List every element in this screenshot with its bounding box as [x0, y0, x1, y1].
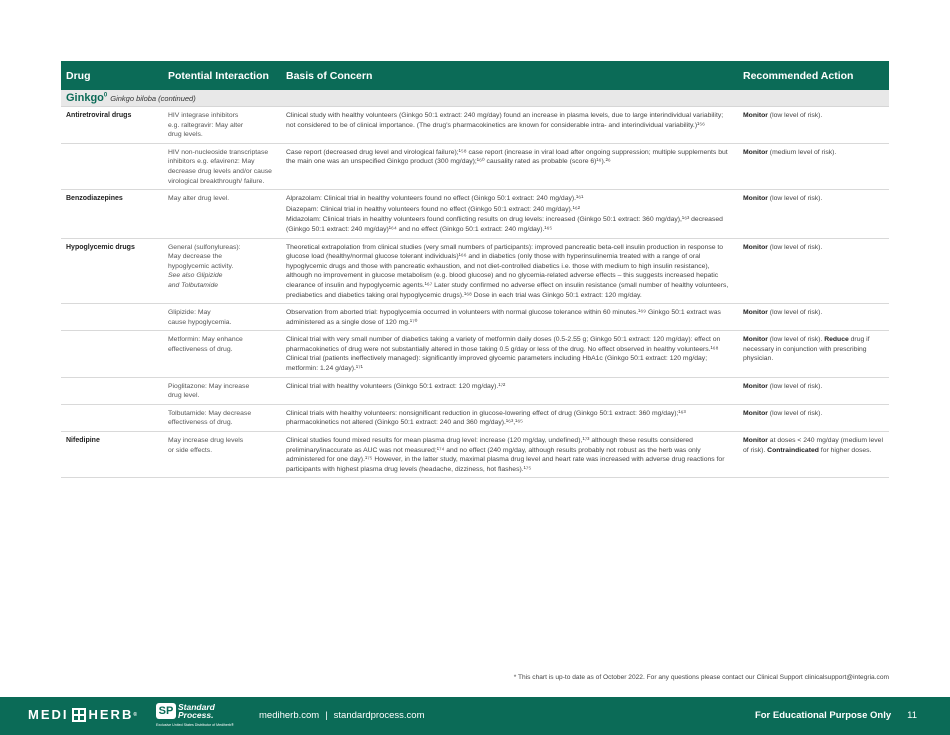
interaction-cell: May alter drug level.: [168, 195, 230, 203]
basis-cell: Clinical studies found mixed results for mean plasma drug level: increase (120 mg/day, undefined),¹⁷³ although these results considered preliminary/inaccurate as AUC was not measured;¹⁷⁴ and no effect (240 mg/day, although results probably not robust as the herb was only administered for one day).¹⁷⁵ However, in the latter study, maximal plasma drug level and heart rate was increased with adverse drug reactions for participants with highest plasma drug levels (headache, dizziness, hot flashes).¹⁷⁵: [286, 437, 725, 473]
drug-cell: [61, 378, 163, 404]
footer-links: mediherb.com | standardprocess.com: [259, 710, 425, 721]
basis-cell: Observation from aborted trial: hypoglycemia occurred in volunteers with normal glucose tolerance within 60 minutes.¹⁶⁹ Ginkgo 50:1 extract was administered as a single dose of 120 mg.¹⁷⁰: [286, 309, 721, 326]
interaction-cell: HIV non-nucleoside transcriptase inhibitors e.g. efavirenz: May decrease drug levels and/or cause virological breakthrough/ failure.: [168, 148, 272, 185]
table-header: [61, 61, 889, 90]
basis-cell: Theoretical extrapolation from clinical studies (very small numbers of participants): improved pancreatic beta-cell insulin production in response to glucose load (healthy/normal glucose tolerant individuals)¹⁶⁶ and in diabetics (only those with hyperinsulinemia treated with a range of oral hypoglycemic drugs and those with pancreatic exhaustion, and not diet-controlled diabetics i.e. those with medium to high insulin resistance), although no improvement in glucose metabolism (e.g. blood glucose) and no glycemia-related adverse effects – this suggests increased hepatic clearance of insulin and hypoglycemic agents.¹⁶⁷ Later study confirmed no adverse effect on insulin resistance (small number of healthy volunteers, prediabetics and diabetics taking oral hypoglycemic drugs).¹⁶⁸ Dose in each trial was Ginkgo 50:1 extract: 120 mg/day.: [286, 243, 729, 299]
action-cell: Monitor (low level of risk).: [743, 409, 823, 417]
table-body: [61, 107, 889, 478]
interaction-cell: General (sulfonylureas): May decrease the hypoglycemic activity. See also Glipizide and Tolbutamide: [168, 243, 241, 289]
action-cell: Monitor at doses < 240 mg/day (medium level of risk). Contraindicated for higher doses.: [743, 437, 883, 454]
basis-cell: Clinical study with healthy volunteers (Ginkgo 50:1 extract: 240 mg/day) found an increase in plasma levels, due to large interindividual variability; not considered to be of clinical importance. (The drug's pharmacokinetics are known for considerable intra- and interindividual variability.)¹⁵⁶: [286, 112, 724, 129]
footer-bar: [0, 697, 950, 735]
table-row: [61, 378, 889, 405]
interaction-table: [61, 61, 889, 478]
interaction-cell: HIV integrase inhibitors e.g. raltegravir: May alter drug levels.: [168, 112, 244, 139]
interaction-cell: Pioglitazone: May increase drug level.: [168, 382, 250, 400]
table-row: [61, 405, 889, 432]
mediherb-logo: MEDI HERB ®: [28, 707, 140, 722]
drug-cell: Benzodiazepines: [66, 195, 123, 203]
basis-cell: Clinical trials with healthy volunteers: nonsignificant reduction in glucose-lowering effect of drug (Ginkgo 50:1 extract: 360 mg/day);¹⁶³ pharmacokinetics not altered (Ginkgo 50:1 extract: 240 and 360 mg/day).¹⁶³,¹⁶⁵: [286, 409, 686, 427]
action-cell: Monitor (low level of risk).: [743, 309, 823, 317]
footnote: * This chart is up-to date as of October 2022. For any questions please contact our Clinical Support clinicalsupport@integria.com: [513, 674, 889, 681]
action-cell: Monitor (low level of risk).: [743, 382, 823, 390]
header-drug: Drug: [66, 69, 91, 82]
section-title: Ginkgo$^0$: [66, 92, 108, 104]
sp-mark-icon: SP: [156, 703, 176, 719]
action-cell: Monitor (low level of risk).: [743, 195, 823, 203]
standard-process-logo: SP Standard Process. Exclusive United States Distributor of Mediherb®: [156, 702, 234, 727]
section-header: [61, 90, 889, 107]
basis-cell: Alprazolam: Clinical trial in healthy volunteers found no effect (Ginkgo 50:1 extract: 240 mg/day).¹⁶¹ Diazepam: Clinical trial in healthy volunteers found no effect (Ginkgo 50:1 extract: 240 mg/day).¹⁶² Midazolam: Clinical trials in healthy volunteers found conflicting results on drug levels: increased (Ginkgo 50:1 extract: 360 mg/day),¹⁶³ decreased (Ginkgo 50:1 extract: 240 mg/day)¹⁶⁴ and no effect (Ginkgo 50:1 extract: 240 mg/day).¹⁶⁵: [286, 195, 723, 233]
action-cell: Monitor (low level of risk). Reduce drug if necessary in conjunction with prescribing physician.: [743, 336, 870, 363]
basis-cell: Clinical trial with very small number of diabetics taking a variety of metformin daily doses (0.5-2.55 g; Ginkgo 50:1 extract: 120 mg/day): effect on pharmacokinetics of drug were not substantially altered in those taking 0.5 g/day or less of the drug. No effect observed in healthy volunteers.¹⁶⁸ Clinical trial (patients ineffectively managed): significantly improved glycemic parameters including HbA1c (Ginkgo 50:1 extract: 120 mg/day; metformin: 1.24 g/day).¹⁷¹: [286, 336, 721, 373]
drug-cell: [61, 331, 163, 376]
page-number: 11: [907, 710, 917, 721]
footer-right: [755, 710, 917, 721]
action-cell: Monitor (low level of risk).: [743, 112, 823, 119]
action-cell: Monitor (medium level of risk).: [743, 148, 837, 156]
educational-notice: For Educational Purpose Only: [754, 710, 892, 721]
drug-cell: [61, 405, 163, 431]
drug-cell: [61, 144, 163, 189]
table-row: [61, 304, 889, 331]
header-basis: Basis of Concern: [286, 69, 373, 82]
section-subtitle: Ginkgo biloba (continued): [110, 93, 196, 103]
interaction-cell: May increase drug levels or side effects.: [168, 437, 244, 454]
basis-cell: Case report (decreased drug level and virological failure);¹⁵⁸ case report (increase in viral load after ongoing suppression; multiple supplements but the main one was an unspecified Ginkgo product (300 mg/day);¹⁶⁰ causality rated as probable (score 6)¹⁶).²⁶: [286, 148, 728, 166]
interaction-cell: Tolbutamide: May decrease effectiveness of drug.: [168, 409, 252, 427]
action-cell: Monitor (low level of risk).: [743, 243, 823, 251]
drug-cell: Nifedipine: [66, 437, 100, 445]
basis-cell: Clinical trial with healthy volunteers (Ginkgo 50:1 extract: 120 mg/day).¹⁷²: [286, 382, 506, 390]
table-row: [61, 107, 889, 144]
drug-cell: Hypoglycemic drugs: [66, 243, 135, 251]
header-interaction: Potential Interaction: [168, 69, 269, 82]
drug-cell: [61, 304, 163, 330]
drug-cell: Antiretroviral drugs: [66, 112, 132, 119]
link-standardprocess[interactable]: standardprocess.com: [333, 710, 425, 721]
table-row: [61, 144, 889, 190]
link-mediherb[interactable]: mediherb.com: [259, 710, 320, 721]
header-action: Recommended Action: [743, 69, 854, 82]
interaction-cell: Metformin: May enhance effectiveness of drug.: [168, 336, 243, 353]
table-row: [61, 190, 889, 238]
interaction-cell: Glipizide: May cause hypoglycemia.: [168, 309, 232, 326]
table-row: [61, 432, 889, 478]
table-row: [61, 239, 889, 305]
table-row: [61, 331, 889, 377]
cross-icon: [72, 708, 86, 722]
